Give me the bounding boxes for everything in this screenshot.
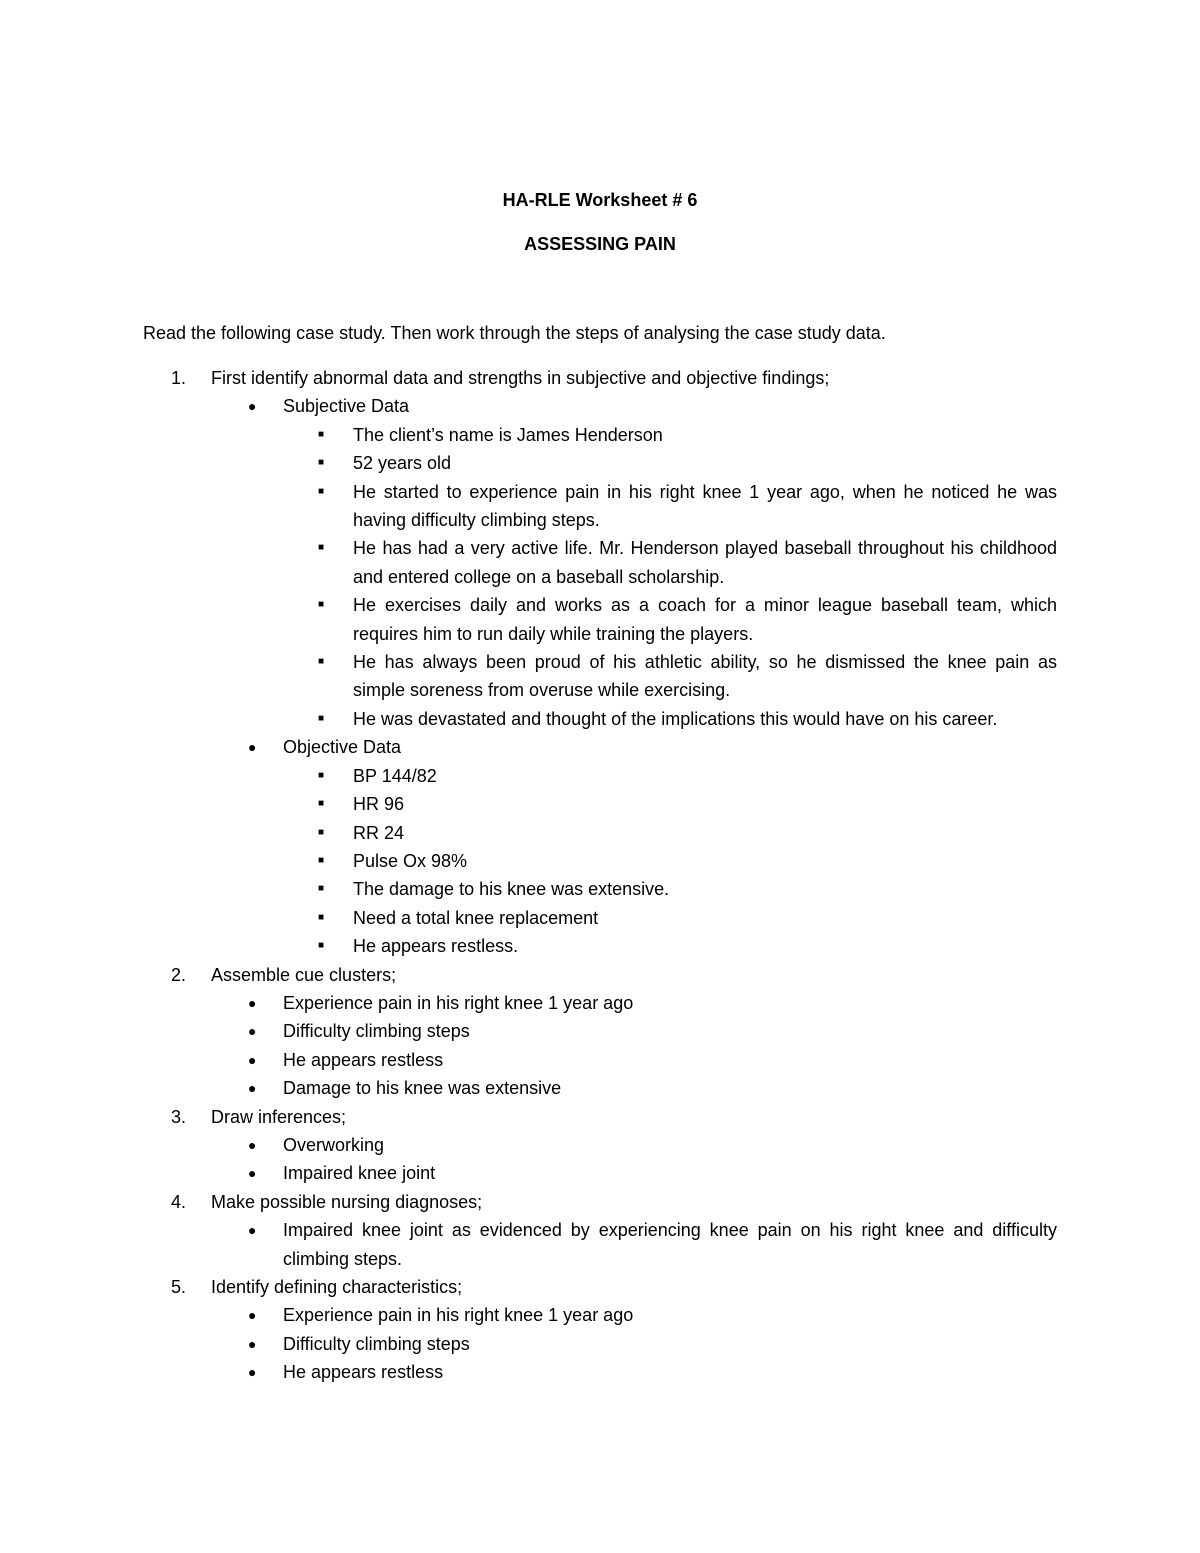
- bullet-icon: ●: [248, 1222, 257, 1239]
- bullet-icon: ●: [248, 1023, 257, 1040]
- worksheet-title: HA-RLE Worksheet # 6: [502, 190, 698, 210]
- square-bullet-icon: ■: [318, 542, 325, 554]
- step-item: [0, 1273, 1200, 1301]
- list-item: [0, 421, 1200, 449]
- list-item: [0, 932, 1200, 960]
- list-item: [0, 904, 1200, 932]
- step-number: 1.: [171, 368, 187, 388]
- step-text: Identify defining characteristics;: [211, 1277, 463, 1297]
- list-item: [0, 449, 1200, 477]
- square-bullet-icon: ■: [318, 798, 325, 810]
- objective-label: Objective Data: [283, 737, 402, 758]
- list-item: [0, 1131, 1200, 1159]
- bullet-icon: ●: [248, 1051, 257, 1068]
- list-item: [0, 478, 1200, 535]
- diagnosis-item: Impaired knee joint as evidenced by experiencing knee pain on his right knee and difficulty climbing steps.: [283, 1220, 1057, 1269]
- step-text: First identify abnormal data and strengths in subjective and objective findings;: [211, 368, 830, 388]
- bullet-icon: ●: [248, 1335, 257, 1352]
- cue-item: Experience pain in his right knee 1 year ago: [283, 992, 634, 1013]
- objective-item: BP 144/82: [353, 765, 437, 786]
- objective-item: HR 96: [353, 794, 405, 815]
- list-item: [0, 648, 1200, 705]
- list-item: [0, 1358, 1200, 1386]
- square-bullet-icon: ■: [318, 485, 325, 497]
- step-item: [0, 961, 1200, 989]
- bullet-icon: ●: [248, 1364, 257, 1381]
- subjective-item: The client’s name is James Henderson: [353, 424, 663, 445]
- list-item: [0, 1074, 1200, 1102]
- square-bullet-icon: ■: [318, 457, 325, 469]
- list-item: [0, 762, 1200, 790]
- bullet-icon: ●: [248, 1307, 257, 1324]
- bullet-icon: ●: [248, 739, 257, 756]
- list-item: [0, 875, 1200, 903]
- square-bullet-icon: ■: [318, 911, 325, 923]
- cue-item: Difficulty climbing steps: [283, 1021, 470, 1042]
- square-bullet-icon: ■: [318, 940, 325, 952]
- objective-item: Pulse Ox 98%: [353, 850, 468, 871]
- step-text: Draw inferences;: [211, 1106, 347, 1127]
- characteristic-item: Experience pain in his right knee 1 year ago: [283, 1305, 634, 1326]
- intro-paragraph: Read the following case study. Then work through the steps of analysing the case study data.: [143, 323, 886, 343]
- objective-item: The damage to his knee was extensive.: [353, 879, 670, 900]
- bullet-icon: ●: [248, 994, 257, 1011]
- objective-item: RR 24: [353, 822, 405, 843]
- bullet-icon: ●: [248, 1080, 257, 1097]
- subjective-item: He has had a very active life. Mr. Henderson played baseball throughout his childhood and entered college on a baseball scholarship.: [353, 538, 1057, 587]
- list-item: [0, 847, 1200, 875]
- step-item: [0, 1103, 1200, 1131]
- square-bullet-icon: ■: [318, 656, 325, 668]
- list-item: [0, 1216, 1200, 1273]
- step-number: 2.: [171, 964, 187, 985]
- bullet-icon: ●: [248, 1136, 257, 1153]
- sub-bullet: [0, 392, 1200, 420]
- square-bullet-icon: ■: [318, 826, 325, 838]
- list-item: [0, 705, 1200, 733]
- steps-list: [0, 364, 1200, 1387]
- characteristic-item: He appears restless: [283, 1362, 444, 1383]
- square-bullet-icon: ■: [318, 712, 325, 724]
- sub-bullet: [0, 733, 1200, 761]
- cue-item: He appears restless: [283, 1049, 444, 1070]
- inference-item: Impaired knee joint: [283, 1163, 436, 1184]
- step-number: 5.: [171, 1277, 187, 1297]
- step-item: [0, 1188, 1200, 1216]
- cue-item: Damage to his knee was extensive: [283, 1078, 562, 1099]
- list-item: [0, 1330, 1200, 1358]
- square-bullet-icon: ■: [318, 599, 325, 611]
- step-item: [0, 364, 1200, 392]
- list-item: [0, 1017, 1200, 1045]
- list-item: [0, 989, 1200, 1017]
- characteristic-item: Difficulty climbing steps: [283, 1333, 470, 1354]
- objective-item: Need a total knee replacement: [353, 907, 599, 928]
- subjective-item: He started to experience pain in his right knee 1 year ago, when he noticed he was having difficulty climbing steps.: [353, 481, 1057, 531]
- list-item: [0, 819, 1200, 847]
- step-number: 4.: [171, 1191, 187, 1212]
- objective-item: He appears restless.: [353, 936, 519, 957]
- list-item: [0, 1159, 1200, 1187]
- subjective-item: 52 years old: [353, 453, 452, 474]
- square-bullet-icon: ■: [318, 883, 325, 895]
- subjective-item: He exercises daily and works as a coach for a minor league baseball team, which requires him to run daily while training the players.: [353, 595, 1057, 644]
- list-item: [0, 1301, 1200, 1329]
- step-text: Assemble cue clusters;: [211, 964, 397, 985]
- list-item: [0, 1046, 1200, 1074]
- bullet-icon: ●: [248, 1165, 257, 1182]
- subjective-item: He was devastated and thought of the implications this would have on his career.: [353, 708, 998, 729]
- worksheet-subtitle: ASSESSING PAIN: [524, 234, 676, 254]
- square-bullet-icon: ■: [318, 769, 325, 781]
- square-bullet-icon: ■: [318, 854, 325, 866]
- list-item: [0, 591, 1200, 648]
- step-text: Make possible nursing diagnoses;: [211, 1191, 483, 1212]
- list-item: [0, 534, 1200, 591]
- step-number: 3.: [171, 1106, 187, 1127]
- inference-item: Overworking: [283, 1134, 385, 1155]
- subjective-item: He has always been proud of his athletic ability, so he dismissed the knee pain as simple soreness from overuse while exercising.: [353, 652, 1057, 701]
- subjective-label: Subjective Data: [283, 396, 410, 417]
- list-item: [0, 790, 1200, 818]
- square-bullet-icon: ■: [318, 428, 325, 440]
- bullet-icon: ●: [248, 398, 257, 415]
